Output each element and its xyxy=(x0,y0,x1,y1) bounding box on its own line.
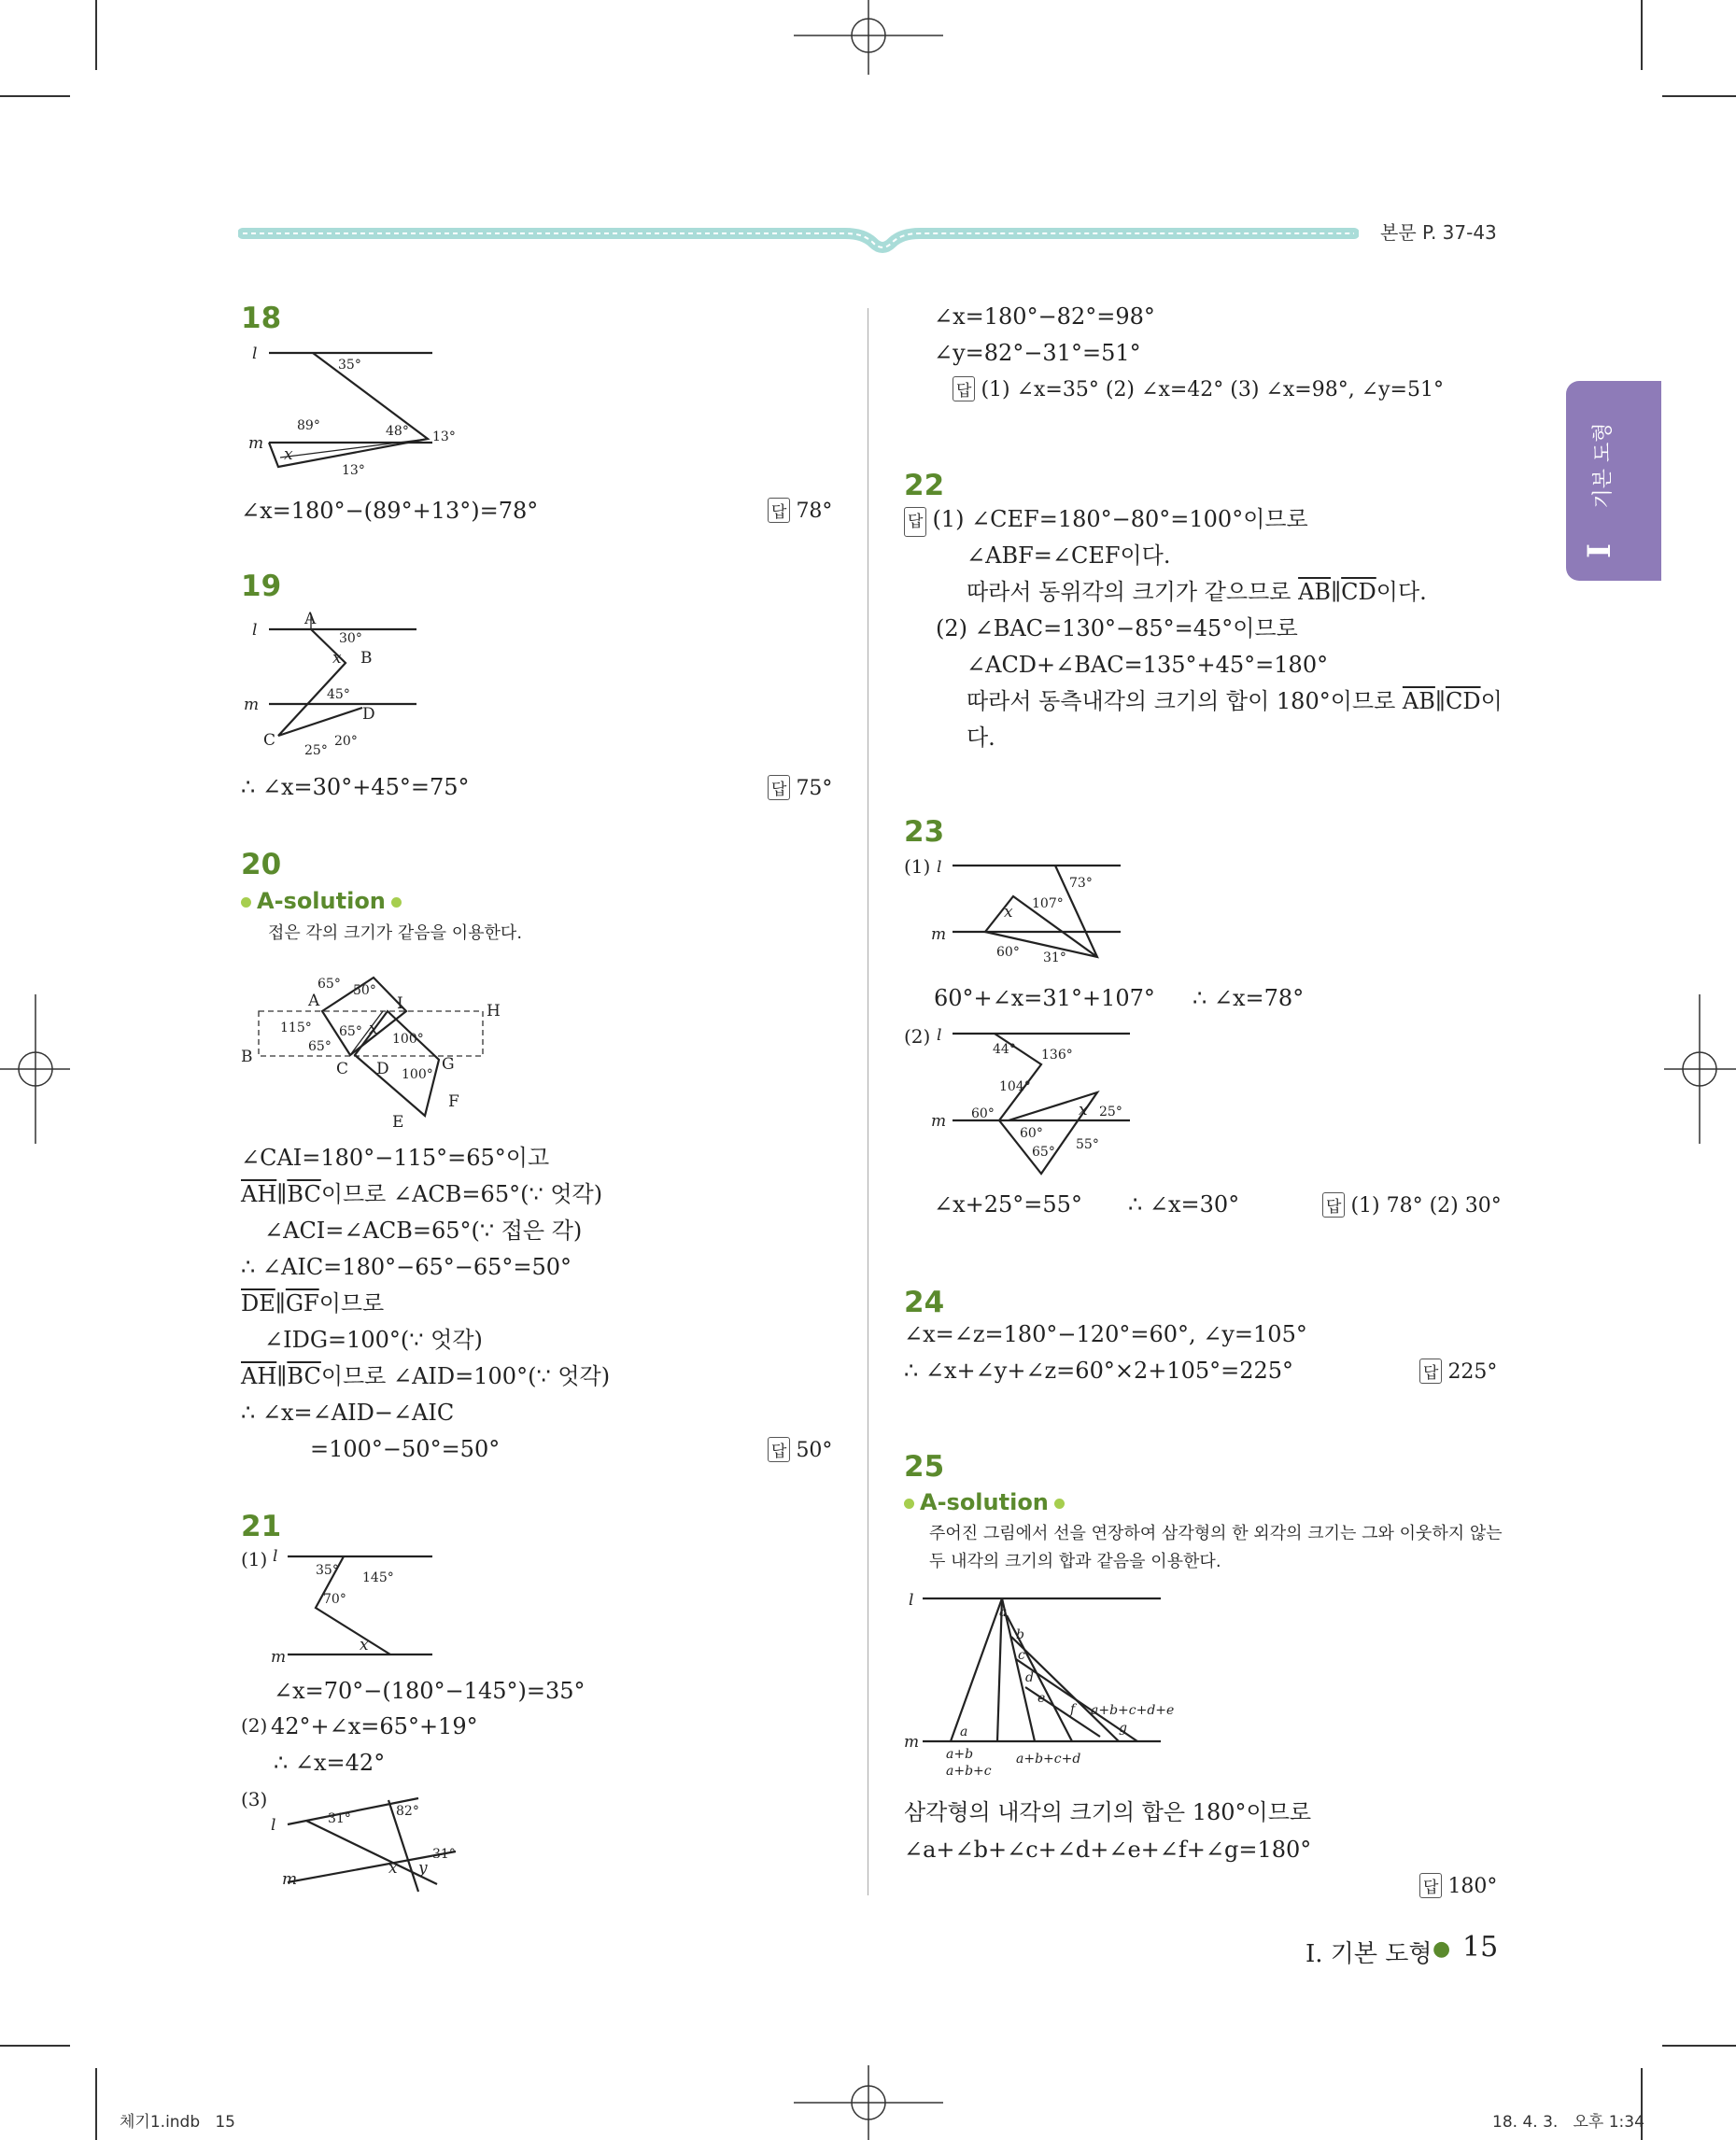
angle-50: 50° xyxy=(353,983,376,998)
problem-number-21: 21 xyxy=(241,1510,282,1543)
point-B: B xyxy=(360,649,373,668)
label-l: l xyxy=(273,1547,278,1566)
sum-a-to-e: a+b+c+d+e xyxy=(1091,1703,1175,1718)
angle-44: 44° xyxy=(993,1042,1016,1057)
print-file-info: 체기1.indb 15 xyxy=(120,2113,235,2132)
p23-line-1b: ∴ ∠x=78° xyxy=(1193,985,1305,1011)
segment-AH: $\overline{AH}$ xyxy=(241,1363,277,1389)
answer-label: 답 xyxy=(953,376,975,401)
point-A: A xyxy=(308,992,320,1010)
answer-label: 답 xyxy=(1419,1873,1442,1898)
angle-31b: 31° xyxy=(432,1847,456,1862)
crop-mark xyxy=(0,95,70,97)
segment-BC: $\overline{BC}$ xyxy=(287,1363,321,1389)
angle-31a: 31° xyxy=(328,1811,351,1826)
point-G: G xyxy=(442,1055,455,1074)
angle-30: 30° xyxy=(339,631,362,646)
figure-21-1 xyxy=(269,1541,456,1671)
angle-f: f xyxy=(1070,1702,1076,1717)
p23-sub-2: (2) xyxy=(904,1025,931,1048)
angle-45: 45° xyxy=(327,687,350,702)
sum-abc: a+b+c xyxy=(946,1764,992,1779)
crop-mark xyxy=(95,2068,97,2140)
point-F: F xyxy=(448,1092,459,1111)
segment-CD: $\overline{CD}$ xyxy=(1445,688,1481,714)
angle-65c: 65° xyxy=(308,1039,332,1054)
sum-abcd: a+b+c+d xyxy=(1016,1752,1081,1767)
problem-number-20: 20 xyxy=(241,848,282,881)
segment-BC: $\overline{BC}$ xyxy=(287,1181,321,1207)
angle-c: c xyxy=(1018,1648,1025,1663)
label-m: m xyxy=(282,1870,298,1889)
angle-d: d xyxy=(1025,1670,1034,1685)
angle-25: 25° xyxy=(1099,1105,1122,1119)
p23-line-1: 60°+∠x=31°+107° xyxy=(934,985,1155,1011)
figure-18 xyxy=(241,336,484,486)
p21-answer-value: (1) ∠x=35° (2) ∠x=42° (3) ∠x=98°, ∠y=51° xyxy=(981,378,1444,401)
angle-a2: a xyxy=(960,1725,968,1739)
angle-x: x xyxy=(332,649,342,668)
p20-line-6: ∠IDG=100°(∵ 엇각) xyxy=(264,1327,483,1353)
p25-hint-text-1: 주어진 그림에서 선을 연장하여 삼각형의 한 외각의 크기는 그와 이웃하지 않는 xyxy=(929,1524,1503,1543)
angle-73: 73° xyxy=(1069,876,1093,891)
p19-line-1: ∴ ∠x=30°+45°=75° xyxy=(241,774,470,800)
sum-ab: a+b xyxy=(946,1747,974,1762)
angle-x: x xyxy=(388,1859,398,1878)
point-H: H xyxy=(487,1002,501,1021)
segment-CD: $\overline{CD}$ xyxy=(1341,579,1376,605)
point-C: C xyxy=(336,1060,349,1078)
problem-number-22: 22 xyxy=(904,469,945,502)
problem-number-18: 18 xyxy=(241,302,282,335)
p20-line-7-rest: 이므로 ∠AID=100°(∵ 엇각) xyxy=(320,1363,611,1389)
p19-answer xyxy=(768,775,832,800)
label-l: l xyxy=(909,1591,914,1610)
segment-GF: $\overline{GF}$ xyxy=(285,1290,319,1316)
problem-number-24: 24 xyxy=(904,1286,945,1319)
answer-label: 답 xyxy=(768,775,790,800)
p22-line-6: 따라서 동측내각의 크기의 합이 180°이므로 $\overline{AB}\parallel\overline{CD}$이 xyxy=(967,688,1503,714)
p21-line-2: 42°+∠x=65°+19° xyxy=(271,1713,478,1739)
angle-104: 104° xyxy=(999,1079,1031,1094)
angle-x: x xyxy=(1079,1101,1088,1119)
hint-dot xyxy=(241,897,251,908)
angle-13a: 13° xyxy=(432,429,456,444)
crop-mark xyxy=(95,0,97,70)
chapter-label: 기본 도형 xyxy=(1591,422,1616,509)
p20-line-9: =100°−50°=50° xyxy=(310,1436,501,1462)
p21-cont-1: ∠x=180°−82°=98° xyxy=(934,303,1155,330)
p20-answer xyxy=(768,1437,832,1462)
header-decoration xyxy=(238,219,1359,266)
registration-mark-bottom xyxy=(794,2065,943,2140)
registration-mark-top xyxy=(794,0,943,75)
segment-DE: $\overline{DE}$ xyxy=(241,1290,275,1316)
p22-line-3: 따라서 동위각의 크기가 같으므로 $\overline{AB}\parallel\overline{CD}$이다. xyxy=(967,579,1427,605)
segment-AB: $\overline{AB}$ xyxy=(1298,579,1332,605)
angle-x: x xyxy=(1004,903,1013,922)
point-D: D xyxy=(376,1060,389,1078)
angle-e: e xyxy=(1037,1691,1046,1706)
p21-line-3: ∴ ∠x=42° xyxy=(274,1750,386,1776)
angle-35: 35° xyxy=(316,1563,339,1578)
p23-sub-1: (1) xyxy=(904,855,931,878)
angle-55: 55° xyxy=(1076,1137,1099,1152)
footer-page-number: 15 xyxy=(1462,1931,1499,1964)
angle-13b: 13° xyxy=(342,463,365,478)
point-A: A xyxy=(304,610,317,628)
p22-line-1-text: (1) ∠CEF=180°−80°=100°이므로 xyxy=(932,506,1308,532)
angle-x: x xyxy=(284,445,293,464)
hint-dot xyxy=(904,1499,914,1509)
p20-hint-title xyxy=(235,888,407,914)
angle-65: 65° xyxy=(1032,1145,1055,1160)
angle-136: 136° xyxy=(1041,1048,1073,1063)
answer-label: 답 xyxy=(768,498,790,523)
p25-hint-text-2: 두 내각의 크기의 합과 같음을 이용한다. xyxy=(929,1552,1221,1571)
footer-chapter: I. 기본 도형 xyxy=(1306,1940,1433,1968)
p21-cont-2: ∠y=82°−31°=51° xyxy=(934,340,1141,366)
p23-answer xyxy=(1322,1192,1502,1218)
figure-21-3 xyxy=(269,1781,474,1903)
p20-line-7: $\overline{AH}\parallel\overline{BC}$이므로 ∠AID=100°(∵ 엇각) xyxy=(241,1363,611,1389)
p20-line-2-rest: 이므로 ∠ACB=65°(∵ 엇각) xyxy=(320,1181,603,1207)
point-C: C xyxy=(263,731,276,750)
segment-AH: $\overline{AH}$ xyxy=(241,1181,277,1207)
p22-line-5: ∠ACD+∠BAC=135°+45°=180° xyxy=(967,652,1329,678)
point-I: I xyxy=(397,994,403,1013)
point-E: E xyxy=(392,1113,404,1132)
answer-label: 답 xyxy=(904,507,926,537)
crop-mark xyxy=(1662,95,1736,97)
p22-line-6-a: 따라서 동측내각의 크기의 합이 180°이므로 xyxy=(967,688,1403,714)
angle-g: g xyxy=(1119,1721,1127,1736)
figure-23-2 xyxy=(929,1018,1153,1176)
label-l: l xyxy=(271,1816,276,1835)
p20-line-4: ∴ ∠AIC=180°−65°−65°=50° xyxy=(241,1254,572,1280)
label-m: m xyxy=(248,434,264,453)
angle-107: 107° xyxy=(1032,896,1064,911)
angle-25: 25° xyxy=(304,743,328,758)
angle-82: 82° xyxy=(396,1804,419,1819)
hint-title-text: A-solution xyxy=(920,1489,1049,1515)
segment-AB: $\overline{AB}$ xyxy=(1402,688,1435,714)
label-m: m xyxy=(931,1112,947,1131)
p20-line-5: $\overline{DE}\parallel\overline{GF}$이므로 xyxy=(241,1290,385,1316)
angle-35: 35° xyxy=(338,358,361,373)
label-l: l xyxy=(252,621,258,640)
chapter-roman: I xyxy=(1580,543,1618,558)
label-m: m xyxy=(931,925,947,944)
angle-65a: 65° xyxy=(318,977,341,992)
crop-mark xyxy=(0,2045,70,2047)
angle-x: x xyxy=(360,1636,369,1654)
p23-line-2b: ∴ ∠x=30° xyxy=(1128,1191,1240,1218)
registration-mark-left xyxy=(0,994,70,1144)
label-l: l xyxy=(937,1026,942,1045)
angle-60a: 60° xyxy=(971,1106,995,1121)
p24-answer xyxy=(1419,1359,1497,1384)
label-m: m xyxy=(244,696,260,714)
p23-answer-value: (1) 78° (2) 30° xyxy=(1350,1194,1502,1218)
p24-line-2: ∴ ∠x+∠y+∠z=60°×2+105°=225° xyxy=(904,1358,1294,1384)
angle-65b: 65° xyxy=(339,1024,362,1039)
hint-title-text: A-solution xyxy=(257,888,386,914)
angle-x: x xyxy=(369,1020,378,1038)
angle-b: b xyxy=(1016,1627,1024,1642)
registration-mark-right xyxy=(1664,994,1736,1144)
figure-23-1 xyxy=(929,850,1144,976)
p20-line-8: ∴ ∠x=∠AID−∠AIC xyxy=(241,1400,455,1426)
page-reference: 본문 P. 37-43 xyxy=(1380,221,1497,244)
p23-line-2: ∠x+25°=55° xyxy=(934,1191,1082,1218)
p22-line-1 xyxy=(904,505,1308,537)
problem-number-25: 25 xyxy=(904,1450,945,1484)
p19-answer-value: 75° xyxy=(796,777,833,800)
p22-line-3-b: 이다. xyxy=(1376,579,1427,605)
p20-line-2: $\overline{AH}\parallel\overline{BC}$이므로 ∠ACB=65°(∵ 엇각) xyxy=(241,1181,603,1207)
angle-48: 48° xyxy=(386,424,409,439)
p20-line-3: ∠ACI=∠ACB=65°(∵ 접은 각) xyxy=(264,1218,583,1244)
answer-label: 답 xyxy=(1322,1192,1345,1218)
angle-31: 31° xyxy=(1043,950,1066,965)
p22-line-7: 다. xyxy=(967,725,995,751)
p21-answer xyxy=(953,376,1444,401)
label-l: l xyxy=(937,858,942,877)
crop-mark xyxy=(1641,0,1643,70)
p20-line-1: ∠CAI=180°−115°=65°이고 xyxy=(241,1145,550,1171)
figure-25 xyxy=(904,1583,1184,1779)
p21-sub-1: (1) xyxy=(241,1548,268,1570)
p22-line-2: ∠ABF=∠CEF이다. xyxy=(967,542,1171,569)
hint-dot xyxy=(391,897,402,908)
p20-hint-text: 접은 각의 크기가 같음을 이용한다. xyxy=(268,923,523,943)
point-B: B xyxy=(241,1048,253,1066)
p24-answer-value: 225° xyxy=(1447,1360,1498,1384)
answer-label: 답 xyxy=(768,1437,790,1462)
p25-hint-title xyxy=(898,1489,1070,1515)
figure-20 xyxy=(238,957,518,1134)
angle-145: 145° xyxy=(362,1570,394,1585)
p21-sub-2: (2) xyxy=(241,1714,268,1737)
angle-100b: 100° xyxy=(402,1067,433,1082)
angle-100a: 100° xyxy=(392,1032,424,1047)
p25-line-2: ∠a+∠b+∠c+∠d+∠e+∠f+∠g=180° xyxy=(904,1837,1312,1863)
angle-89: 89° xyxy=(297,418,320,433)
angle-70: 70° xyxy=(323,1592,346,1607)
p22-line-3-a: 따라서 동위각의 크기가 같으므로 xyxy=(967,579,1299,605)
problem-number-19: 19 xyxy=(241,570,282,603)
print-time-info: 18. 4. 3. 오후 1:34 xyxy=(1492,2113,1644,2132)
angle-60: 60° xyxy=(996,945,1020,960)
lightbulb-icon: ● xyxy=(1433,1937,1451,1961)
angle-115: 115° xyxy=(280,1021,312,1035)
p21-line-1: ∠x=70°−(180°−145°)=35° xyxy=(274,1678,586,1704)
p18-answer-value: 78° xyxy=(796,500,833,523)
problem-number-23: 23 xyxy=(904,815,945,849)
angle-a: a xyxy=(999,1605,1008,1620)
p18-line-1: ∠x=180°−(89°+13°)=78° xyxy=(241,498,539,524)
angle-y: y xyxy=(418,1859,428,1878)
p18-answer xyxy=(768,498,832,523)
p20-line-5-rest: 이므로 xyxy=(318,1290,385,1316)
p25-answer-value: 180° xyxy=(1447,1875,1498,1898)
crop-mark xyxy=(1662,2045,1736,2047)
p22-line-6-b: 이 xyxy=(1480,688,1503,714)
angle-20: 20° xyxy=(334,734,358,749)
p21-sub-3: (3) xyxy=(241,1788,268,1810)
label-l: l xyxy=(252,345,258,363)
answer-label: 답 xyxy=(1419,1359,1442,1384)
figure-19 xyxy=(241,605,446,764)
angle-60b: 60° xyxy=(1020,1126,1043,1141)
p22-line-4: (2) ∠BAC=130°−85°=45°이므로 xyxy=(936,615,1298,641)
chapter-side-tab xyxy=(1566,381,1661,581)
label-m: m xyxy=(904,1733,920,1752)
p25-answer xyxy=(1419,1873,1497,1898)
hint-dot xyxy=(1054,1499,1065,1509)
p20-answer-value: 50° xyxy=(796,1439,833,1462)
point-D: D xyxy=(362,705,375,724)
p25-line-1: 삼각형의 내각의 크기의 합은 180°이므로 xyxy=(904,1799,1312,1825)
p24-line-1: ∠x=∠z=180°−120°=60°, ∠y=105° xyxy=(904,1321,1307,1347)
label-m: m xyxy=(271,1648,287,1667)
